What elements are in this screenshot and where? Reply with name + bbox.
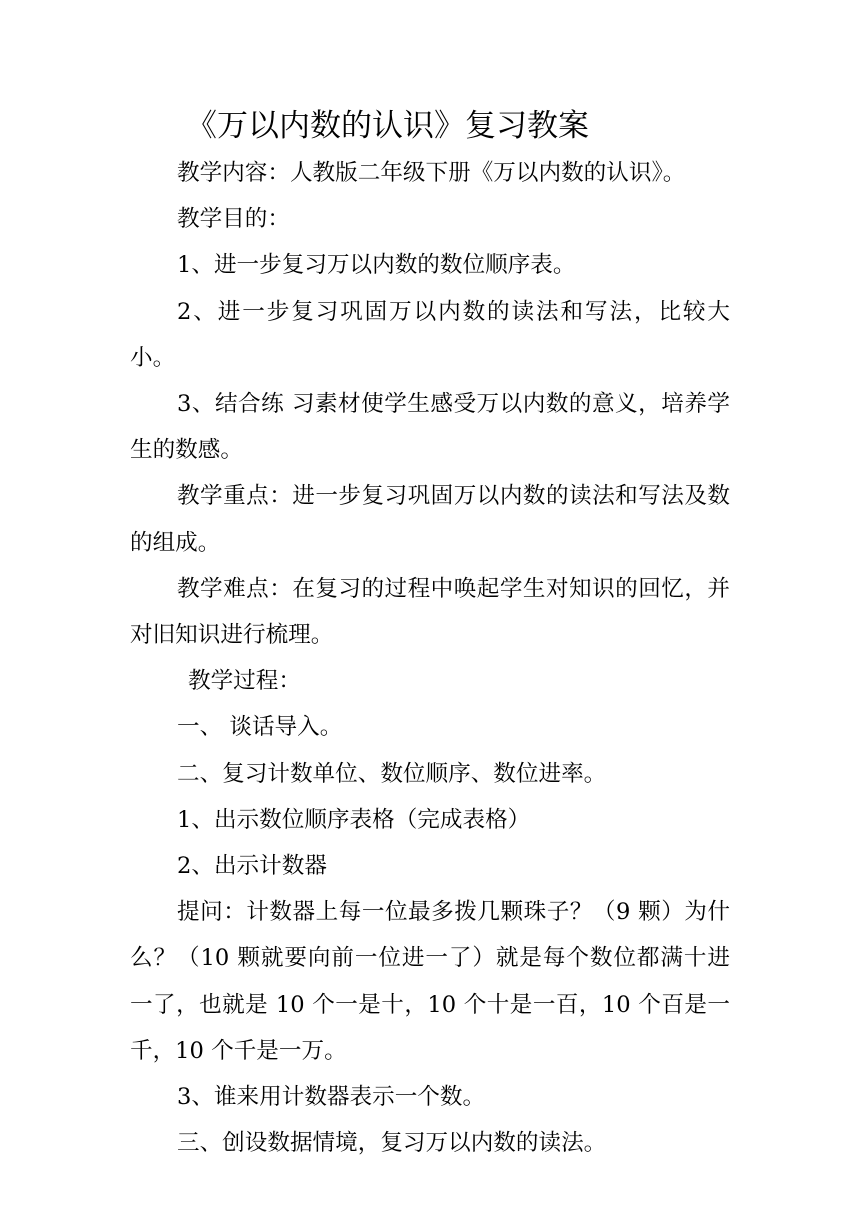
paragraph-section-3: 三、创设数据情境，复习万以内数的读法。 <box>177 1130 607 1157</box>
paragraph-section-1: 一、 谈话导入。 <box>177 714 343 741</box>
document-body <box>130 150 730 1166</box>
paragraph-question: 提问：计数器上每一位最多拨几颗珠子？（9 颗）为什么？（10 颗就要向前一位进一了）就是每个数位都满十进一了，也就是 10 个一是十，10 个十是一百，10 个百是一千，10 个千是一万。 <box>130 899 730 1064</box>
paragraph-teaching-goals-heading: 教学目的： <box>177 206 290 233</box>
paragraph-process-heading: 教学过程： <box>188 668 301 695</box>
paragraph-teaching-content: 教学内容：人教版二年级下册《万以内数的认识》。 <box>177 160 686 186</box>
paragraph-goal-3: 3、结合练 习素材使学生感受万以内数的意义，培养学生的数感。 <box>130 391 730 464</box>
paragraph-step-3: 3、谁来用计数器表示一个数。 <box>177 1084 486 1111</box>
document-title: 《万以内数的认识》复习教案 <box>186 108 589 144</box>
paragraph-step-2: 2、出示计数器 <box>177 853 327 880</box>
paragraph-step-1: 1、出示数位顺序表格（完成表格） <box>177 806 531 833</box>
paragraph-section-2: 二、复习计数单位、数位顺序、数位进率。 <box>177 760 607 787</box>
paragraph-goal-2: 2、进一步复习巩固万以内数的读法和写法，比较大小。 <box>130 298 730 371</box>
paragraph-key-points: 教学重点：进一步复习巩固万以内数的读法和写法及数的组成。 <box>130 483 730 556</box>
paragraph-difficulties: 教学难点：在复习的过程中唤起学生对知识的回忆，并对旧知识进行梳理。 <box>130 575 730 649</box>
paragraph-goal-1: 1、进一步复习万以内数的数位顺序表。 <box>177 252 576 279</box>
